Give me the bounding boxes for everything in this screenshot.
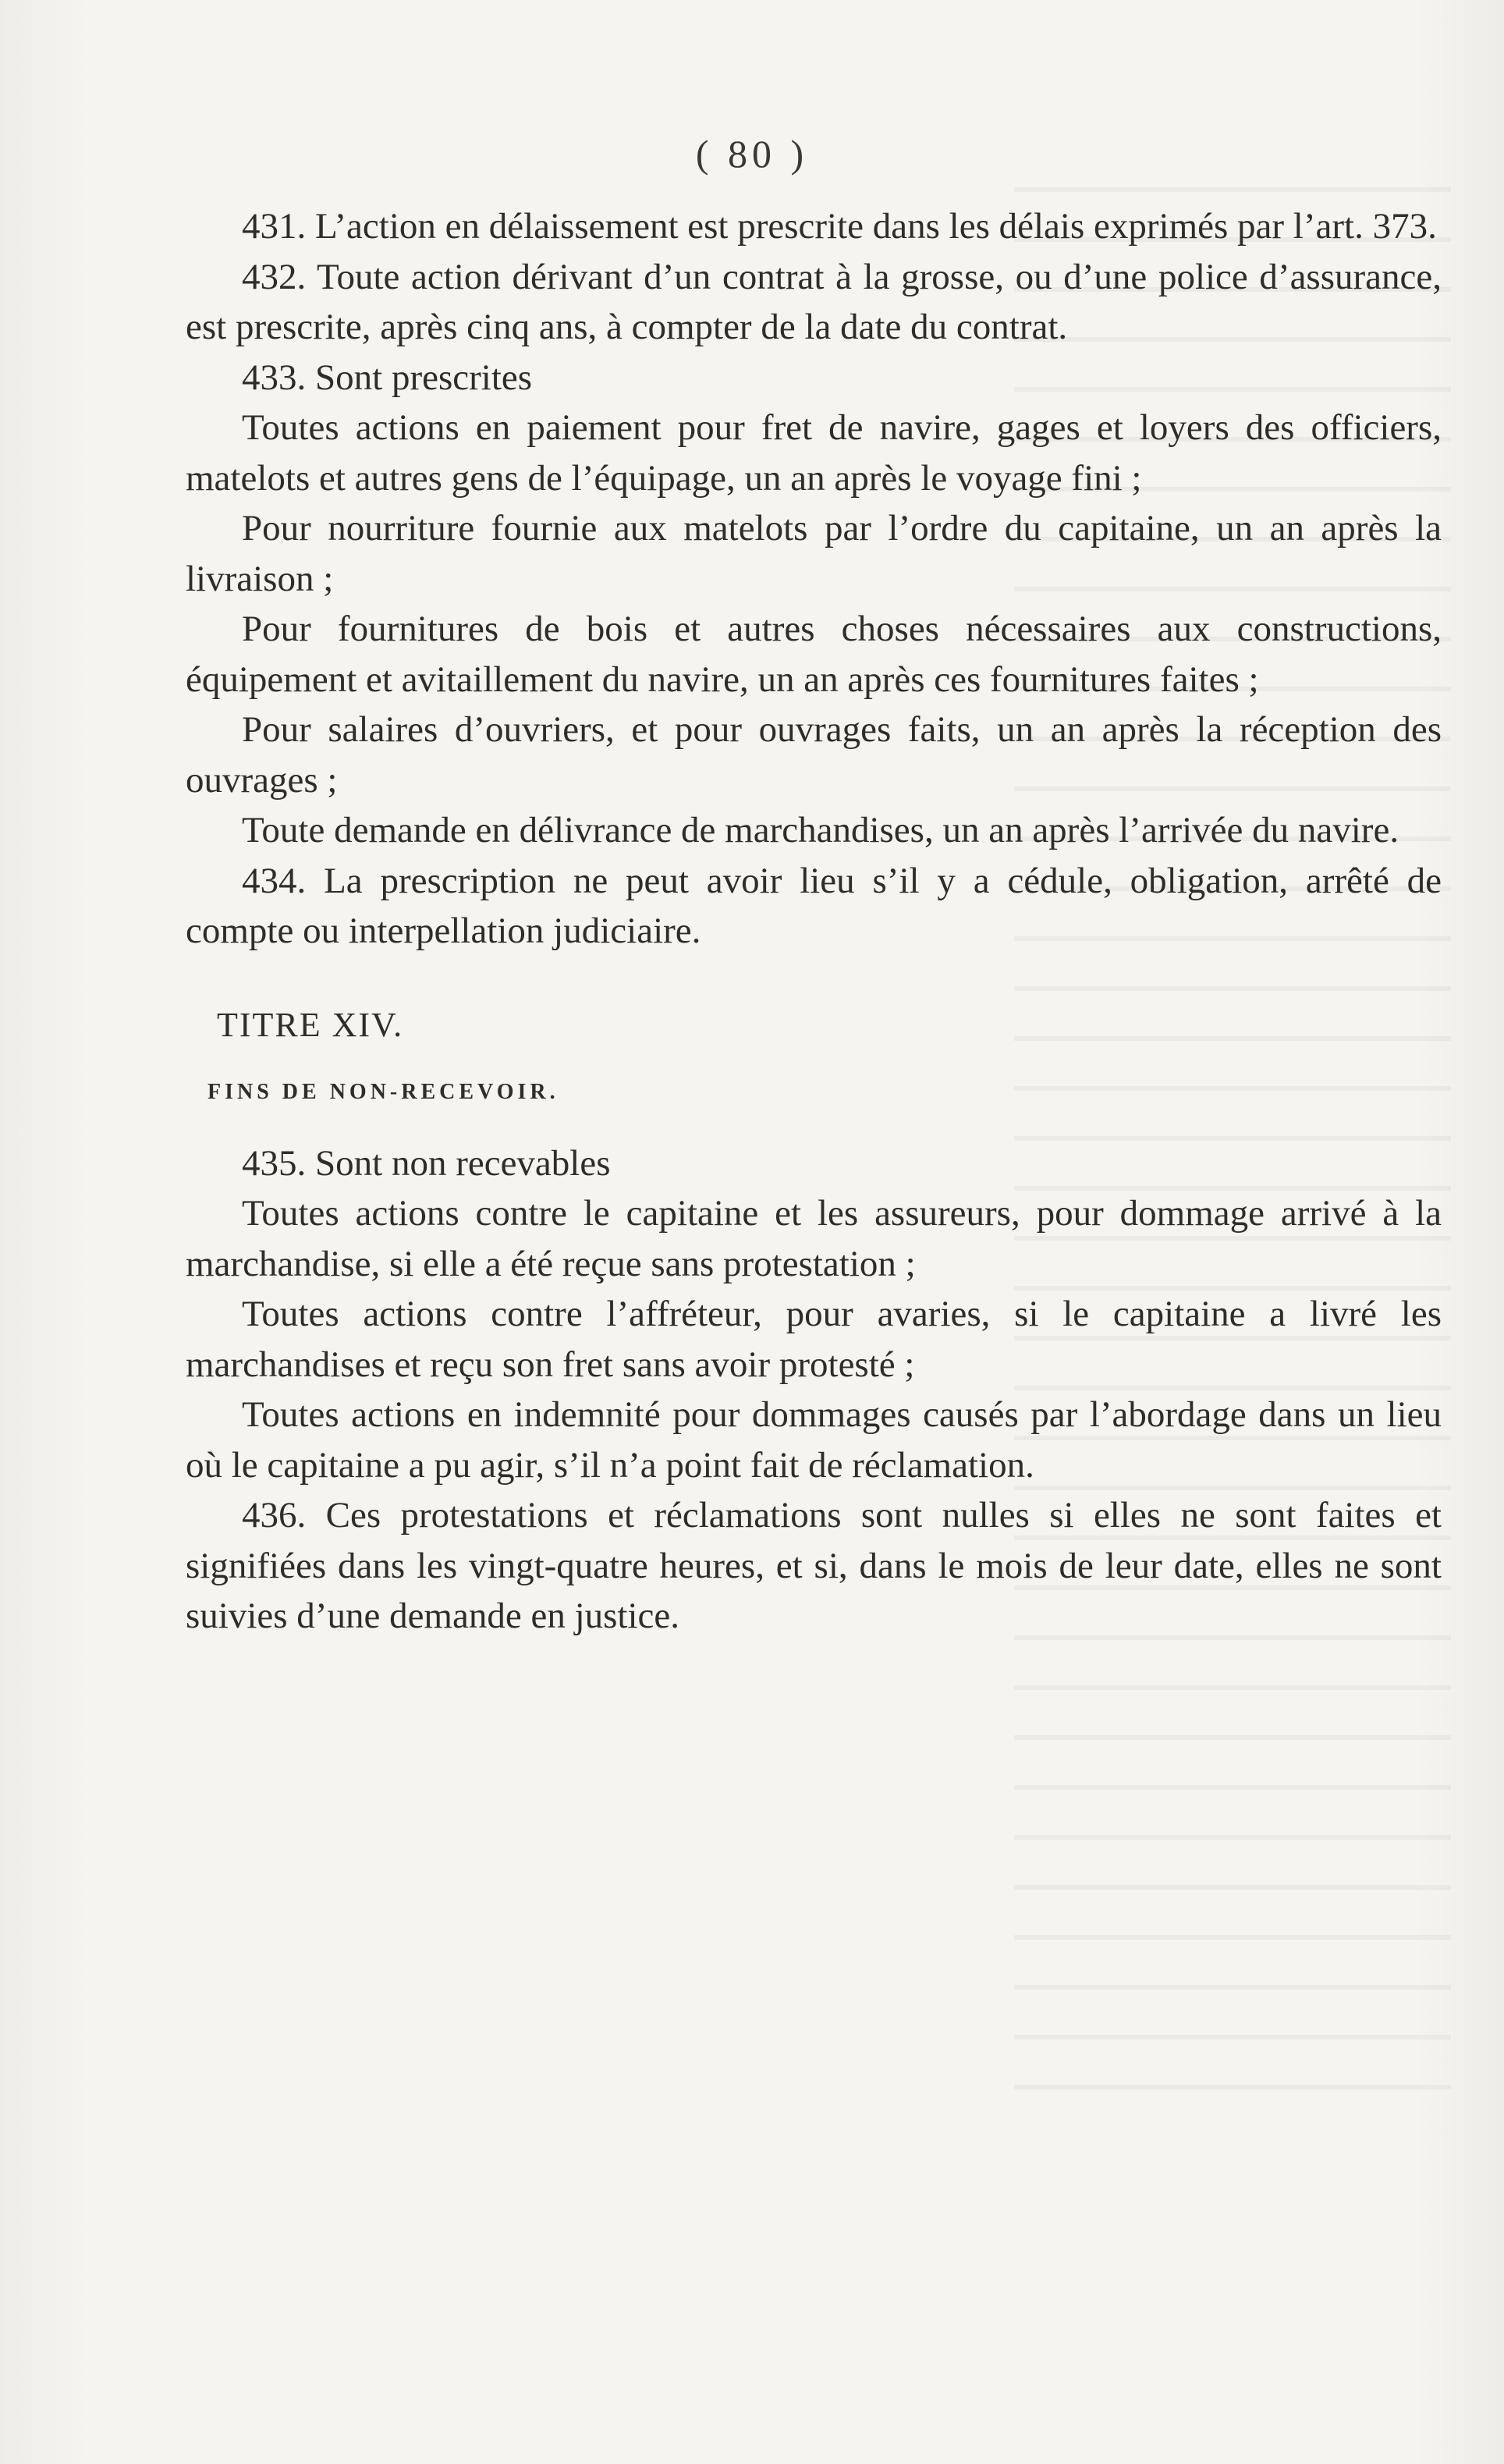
article-433-item-5: Toute demande en délivrance de marchandises, un an après l’arrivée du navire. bbox=[242, 810, 1399, 850]
article-435-item-1: Toutes actions contre le capitaine et les assureurs, pour dommage arrivé à la marchandise, si elle a été reçue sans protestation ; bbox=[186, 1193, 1442, 1284]
section-subtitle: FINS DE NON-RECEVOIR. bbox=[208, 1080, 559, 1104]
article-433-item-3: Pour fournitures de bois et autres choses nécessaires aux constructions, équipement et avitaillement du navire, un an après ces fournitures faites ; bbox=[186, 609, 1442, 700]
article-435-item-2: Toutes actions contre l’affréteur, pour avaries, si le capitaine a livré les marchandises et reçu son fret sans avoir protesté ; bbox=[186, 1294, 1442, 1385]
article-433: 433. Sont prescrites bbox=[242, 357, 533, 398]
article-433-item-2: Pour nourriture fournie aux matelots par l’ordre du capitaine, un an après la livraison ; bbox=[186, 508, 1442, 599]
article-434: 434. La prescription ne peut avoir lieu s’il y a cédule, obligation, arrêté de compte ou interpellation judiciaire. bbox=[186, 860, 1442, 951]
article-436: 436. Ces protestations et réclamations sont nulles si elles ne sont faites et signifiées dans les vingt-quatre heures, et si, dans le mois de leur date, elles ne sont suivies d’une demande en justice. bbox=[186, 1495, 1442, 1636]
body-text bbox=[186, 201, 1442, 1642]
article-433-item-1: Toutes actions en paiement pour fret de navire, gages et loyers des officiers, matelots et autres gens de l’équipage, un an après le voyage fini ; bbox=[186, 407, 1442, 499]
article-431: 431. L’action en délaissement est prescrite dans les délais exprimés par l’art. 373. bbox=[242, 206, 1437, 247]
article-433-item-4: Pour salaires d’ouvriers, et pour ouvrages faits, un an après la réception des ouvrages ; bbox=[186, 709, 1442, 801]
article-435: 435. Sont non recevables bbox=[242, 1142, 611, 1184]
article-435-item-3: Toutes actions en indemnité pour dommages causés par l’abordage dans un lieu où le capitaine a pu agir, s’il n’a point fait de réclamation. bbox=[186, 1394, 1442, 1486]
section-title: TITRE XIV. bbox=[217, 1005, 404, 1044]
article-432: 432. Toute action dérivant d’un contrat à la grosse, ou d’une police d’assurance, est prescrite, après cinq ans, à compter de la date du contrat. bbox=[186, 256, 1442, 347]
page-number: ( 80 ) bbox=[695, 132, 809, 176]
